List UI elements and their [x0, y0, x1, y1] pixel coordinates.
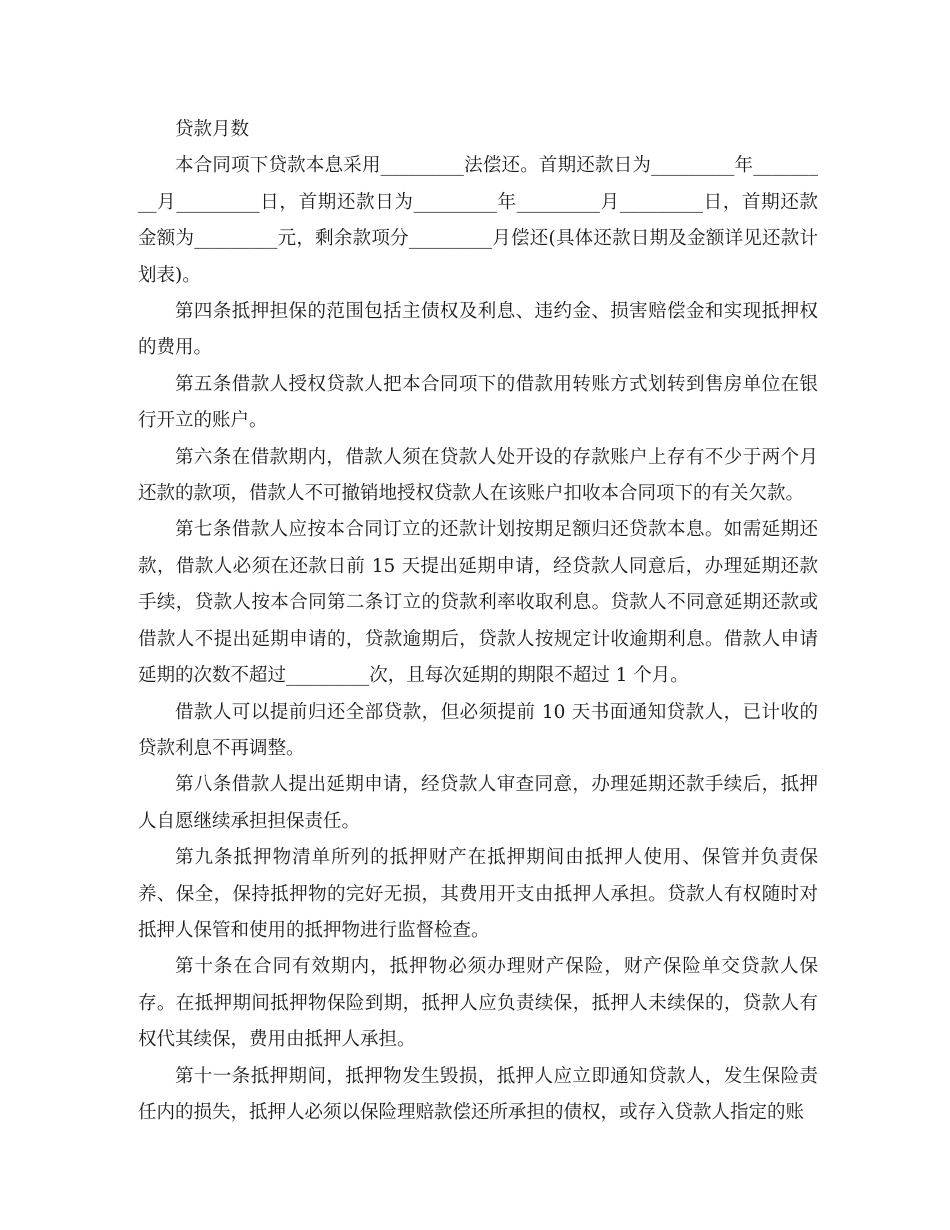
- paragraph-article-7: 第七条借款人应按本合同订立的还款计划按期足额归还贷款本息。如需延期还款，借款人必须在还款日前 15 天提出延期申请，经贷款人同意后，办理延期还款手续，贷款人按本合同第二条订立的贷款利率收取利息。贷款人不同意延期还款或借款人不提出延期申请的，贷款逾期后，贷款人按规定计收逾期利息。借款人申请延期的次数不超过_________次，且每次延期的期限不超过 1 个月。: [138, 519, 818, 687]
- paragraph-article-10: 第十条在合同有效期内，抵押物必须办理财产保险，财产保险单交贷款人保存。在抵押期间抵押物保险到期，抵押人应负责续保，抵押人未续保的，贷款人有权代其续保，费用由抵押人承担。: [138, 956, 818, 1051]
- paragraph-repayment-method: 本合同项下贷款本息采用_________法偿还。首期还款日为_________年_________月_________日，首期还款日为_________年_________月_________日，首期还款金额为_________元，剩余款项分_________月偿还(具体还款日期及金额详见还款计划表)。: [138, 155, 818, 286]
- paragraph-article-6: 第六条在借款期内，借款人须在贷款人处开设的存款账户上存有不少于两个月还款的款项，借款人不可撤销地授权贷款人在该账户扣收本合同项下的有关欠款。: [138, 446, 818, 505]
- paragraph-article-9: 第九条抵押物清单所列的抵押财产在抵押期间由抵押人使用、保管并负责保养、保全，保持抵押物的完好无损，其费用开支由抵押人承担。贷款人有权随时对抵押人保管和使用的抵押物进行监督检查。: [138, 847, 818, 941]
- paragraph-loan-months: 贷款月数: [175, 119, 250, 140]
- paragraph-article-11: 第十一条抵押期间，抵押物发生毁损，抵押人应立即通知贷款人，发生保险责任内的损失，抵押人必须以保险理赔款偿还所承担的债权，或存入贷款人指定的账: [138, 1065, 818, 1123]
- document-body: [138, 112, 818, 1131]
- paragraph-early-repayment: 借款人可以提前归还全部贷款，但必须提前 10 天书面通知贷款人，已计收的贷款利息不再调整。: [138, 701, 818, 759]
- paragraph-article-5: 第五条借款人授权贷款人把本合同项下的借款用转账方式划转到售房单位在银行开立的账户。: [138, 373, 818, 432]
- paragraph-article-4: 第四条抵押担保的范围包括主债权及利息、违约金、损害赔偿金和实现抵押权的费用。: [138, 301, 818, 359]
- paragraph-article-8: 第八条借款人提出延期申请，经贷款人审查同意，办理延期还款手续后，抵押人自愿继续承担担保责任。: [138, 774, 818, 832]
